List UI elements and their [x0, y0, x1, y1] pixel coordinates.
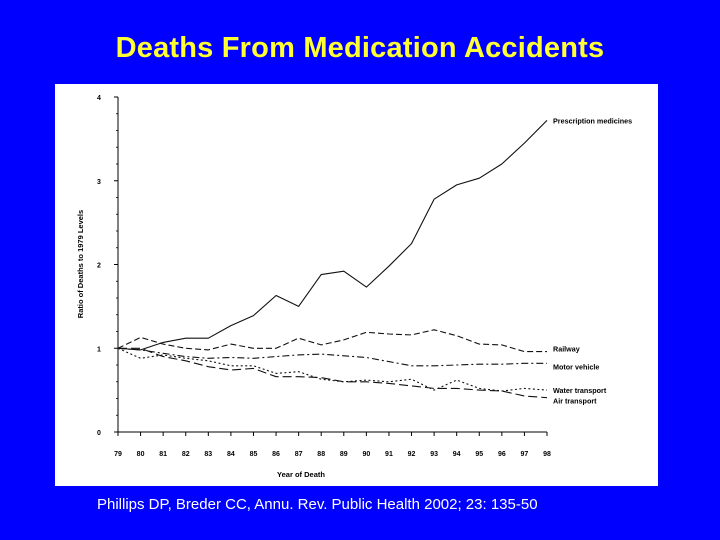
series-line-motor-vehicle	[118, 348, 547, 366]
x-tick-label: 89	[339, 451, 348, 458]
series-label-prescription-medicines: Prescription medicines	[553, 116, 633, 126]
line-chart	[55, 84, 658, 486]
series-label-railway: Railway	[553, 344, 580, 354]
x-tick-label: 92	[407, 451, 416, 458]
y-axis-title: Ratio of Deaths to 1979 Levels	[76, 209, 85, 319]
x-tick-label: 93	[430, 451, 439, 458]
y-tick-label: 4	[97, 95, 101, 102]
x-tick-label: 95	[475, 451, 484, 458]
y-tick-label: 1	[97, 346, 101, 354]
y-tick-label: 2	[97, 262, 101, 270]
series-line-railway	[118, 330, 547, 352]
x-tick-label: 98	[543, 451, 551, 458]
x-tick-label: 97	[520, 451, 529, 458]
x-tick-label: 88	[317, 451, 326, 458]
x-tick-label: 81	[159, 451, 168, 458]
x-tick-label: 86	[272, 451, 280, 458]
series-labels	[553, 116, 632, 405]
x-tick-label: 79	[114, 451, 122, 458]
x-tick-label: 91	[385, 451, 393, 458]
x-tick-label: 82	[181, 451, 190, 458]
slide-title: Deaths From Medication Accidents	[115, 32, 605, 64]
series-line-prescription-medicines	[118, 120, 547, 350]
x-tick-label: 90	[362, 451, 371, 458]
x-tick-label: 80	[136, 451, 145, 458]
x-tick-label: 84	[226, 451, 235, 458]
x-axis-title: Year of Death	[277, 470, 325, 479]
x-tick-label: 96	[497, 451, 506, 458]
y-tick-label: 0	[97, 430, 101, 437]
citation: Phillips DP, Breder CC, Annu. Rev. Public Health 2002; 23: 135-50	[97, 496, 538, 513]
x-tick-label: 83	[204, 451, 213, 458]
chart-panel	[55, 84, 658, 486]
series-label-air-transport: Air transport	[553, 396, 597, 406]
x-tick-label: 94	[452, 451, 461, 458]
chart-axes	[97, 95, 551, 458]
x-tick-label: 85	[249, 451, 258, 458]
y-tick-label: 3	[97, 178, 101, 186]
series-label-motor-vehicle: Motor vehicle	[553, 362, 600, 372]
series-label-water-transport: Water transport	[553, 386, 607, 396]
x-tick-label: 87	[294, 451, 303, 458]
series-layer	[118, 120, 547, 397]
